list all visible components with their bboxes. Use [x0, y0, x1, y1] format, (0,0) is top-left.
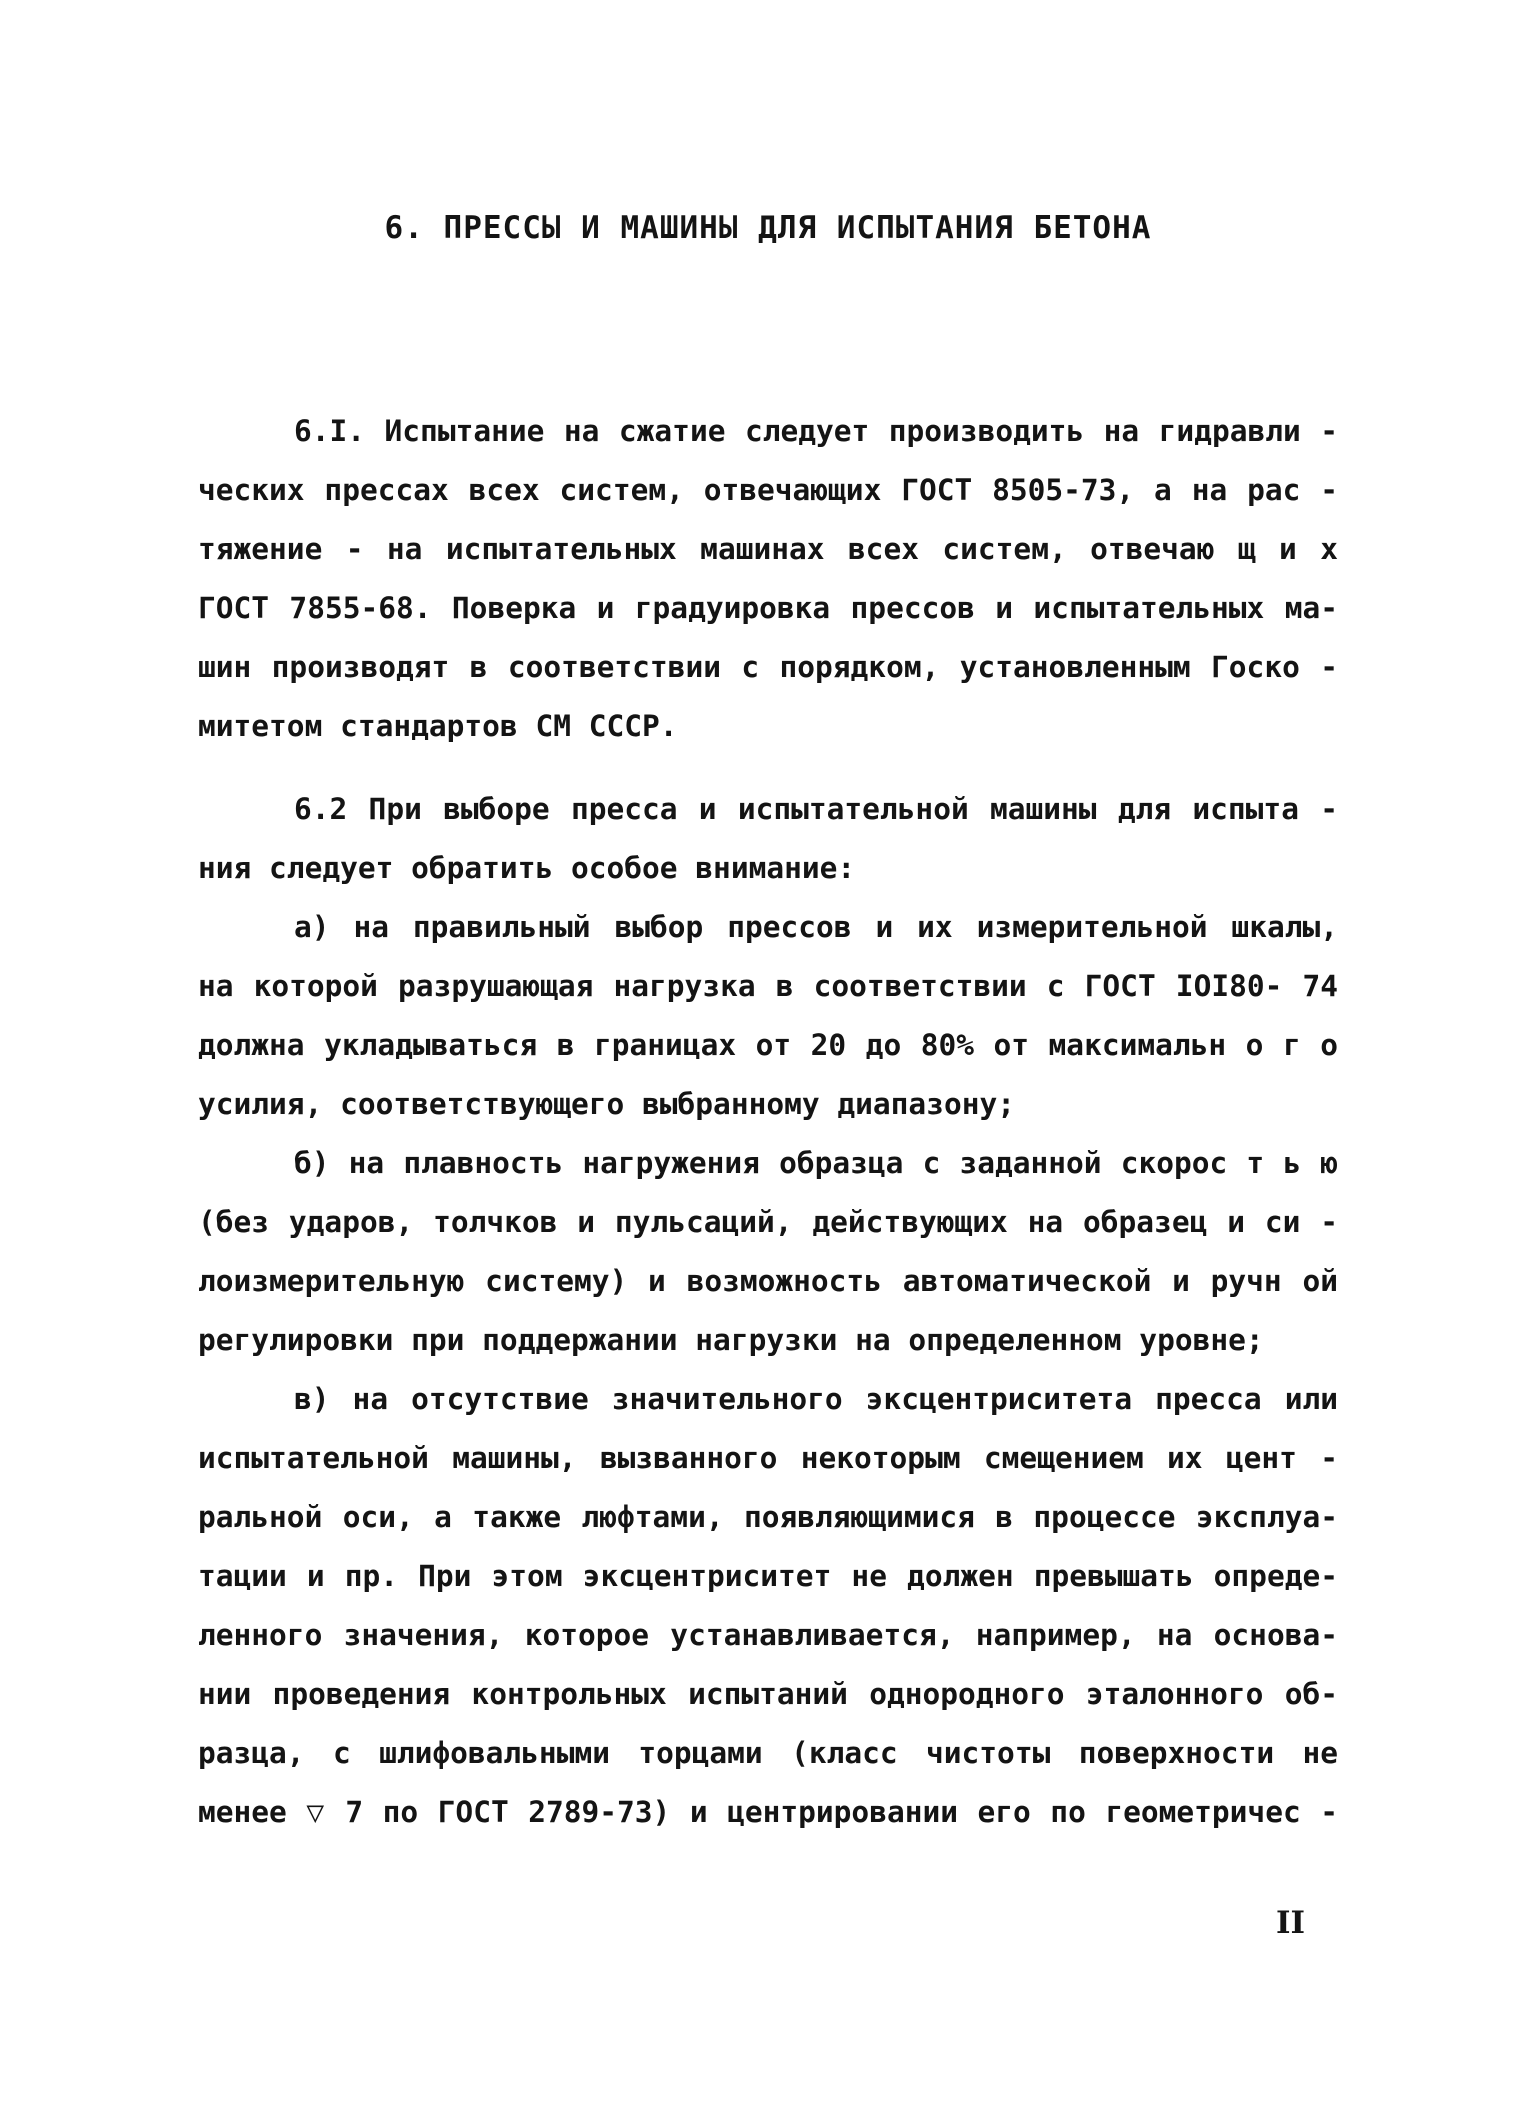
body-text — [198, 402, 1338, 1842]
text-line: усилия, соответствующего выбранному диапазону; — [198, 1087, 1015, 1121]
text-line: разца, с шлифовальными торцами (класс чистоты поверхности не — [198, 1736, 1338, 1770]
text-line: должна укладываться в границах от 20 до 80% от максимальн о г о — [198, 1028, 1338, 1062]
text-line: ленного значения, которое устанавливается, например, на основа- — [198, 1618, 1338, 1652]
text-line: лоизмерительную систему) и возможность автоматической и ручн ой — [198, 1264, 1338, 1298]
text-line: б) на плавность нагружения образца с заданной скорос т ь ю — [294, 1146, 1338, 1180]
text-line: 6.2 При выборе пресса и испытательной машины для испыта - — [294, 792, 1338, 826]
text-line: нии проведения контрольных испытаний однородного эталонного об- — [198, 1677, 1338, 1711]
text-line: менее ▽ 7 по ГОСТ 2789-73) и центрировании его по геометричес - — [198, 1795, 1338, 1829]
text-line: тации и пр. При этом эксцентриситет не должен превышать опреде- — [198, 1559, 1338, 1593]
text-line: ГОСТ 7855-68. Поверка и градуировка прессов и испытательных ма- — [198, 591, 1338, 625]
text-line: шин производят в соответствии с порядком, установленным Госко - — [198, 650, 1338, 684]
text-line: регулировки при поддержании нагрузки на определенном уровне; — [198, 1323, 1264, 1357]
text-line: ральной оси, а также люфтами, появляющимися в процессе эксплуа- — [198, 1500, 1338, 1534]
paragraph-gap — [198, 756, 1338, 780]
page-number: II — [1276, 1905, 1306, 1941]
text-line: ческих прессах всех систем, отвечающих ГОСТ 8505-73, а на рас - — [198, 473, 1338, 507]
text-line: (без ударов, толчков и пульсаций, действующих на образец и си - — [198, 1205, 1338, 1239]
section-title: 6. ПРЕССЫ И МАШИНЫ ДЛЯ ИСПЫТАНИЯ БЕТОНА — [384, 210, 1152, 246]
text-line: 6.I. Испытание на сжатие следует производить на гидравли - — [294, 414, 1338, 448]
text-line: испытательной машины, вызванного некоторым смещением их цент - — [198, 1441, 1338, 1475]
text-line: митетом стандартов СМ СССР. — [198, 709, 678, 743]
text-line: в) на отсутствие значительного эксцентриситета пресса или — [294, 1382, 1338, 1416]
text-line: на которой разрушающая нагрузка в соответствии с ГОСТ IOI80- 74 — [198, 969, 1338, 1003]
text-line: а) на правильный выбор прессов и их измерительной шкалы, — [294, 910, 1338, 944]
text-line: тяжение - на испытательных машинах всех систем, отвечаю щ и х — [198, 532, 1338, 566]
text-line: ния следует обратить особое внимание: — [198, 851, 856, 885]
